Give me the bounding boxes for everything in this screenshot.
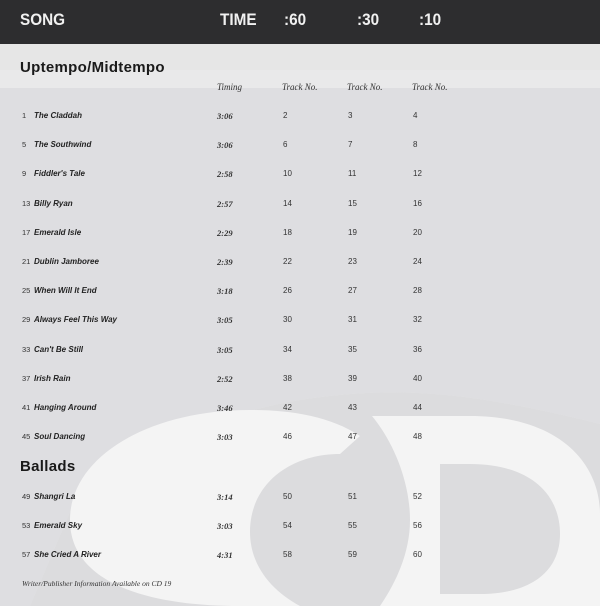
- song-title: Fiddler's Tale: [34, 169, 85, 179]
- song-title: Billy Ryan: [34, 198, 73, 208]
- song-timing: 2:29: [217, 227, 233, 238]
- ballads-section-title: Ballads: [20, 458, 76, 475]
- track-number: 1: [22, 111, 27, 120]
- track-number: 25: [22, 286, 31, 296]
- song-title: She Cried A River: [34, 550, 101, 559]
- track-row: [0, 403, 600, 415]
- track-row: [0, 257, 600, 269]
- track-row: [0, 199, 600, 211]
- song-timing: 3:03: [217, 521, 233, 531]
- ten-second-header: :10: [419, 10, 442, 29]
- track-no-10: 56: [413, 521, 422, 530]
- track-no-column-label-10: Track No.: [412, 82, 448, 92]
- song-timing: 3:06: [217, 111, 233, 121]
- song-title: Soul Dancing: [34, 432, 86, 442]
- song-title: The Claddah: [34, 111, 83, 120]
- song-timing: 3:05: [217, 315, 233, 326]
- song-title: Hanging Around: [34, 403, 97, 412]
- track-no-column-label-30: Track No.: [347, 82, 383, 92]
- track-no-10: 28: [413, 286, 422, 296]
- track-number: 57: [22, 550, 31, 559]
- track-no-10: 20: [413, 227, 422, 237]
- timing-column-label: Timing: [217, 82, 243, 92]
- track-no-column-label-60: Track No.: [282, 82, 318, 92]
- track-no-60: 6: [283, 140, 288, 150]
- song-timing: 3:06: [217, 140, 233, 151]
- track-row: [0, 432, 600, 444]
- track-no-10: 44: [413, 403, 422, 412]
- song-timing: 3:46: [217, 403, 233, 413]
- song-title: Irish Rain: [34, 373, 71, 383]
- song-timing: 3:05: [217, 344, 233, 355]
- song-title: When Will It End: [34, 286, 97, 296]
- song-timing: 2:57: [217, 198, 233, 209]
- track-no-30: 59: [348, 550, 357, 559]
- track-no-10: 24: [413, 257, 422, 266]
- track-row: [0, 169, 600, 181]
- track-row: [0, 492, 600, 504]
- song-title: Always Feel This Way: [34, 315, 117, 325]
- track-number: 21: [22, 257, 31, 266]
- track-no-60: 30: [283, 315, 292, 325]
- track-no-60: 14: [283, 198, 292, 208]
- song-title: Dublin Jamboree: [34, 257, 99, 266]
- track-row: [0, 345, 600, 357]
- track-no-30: 3: [348, 111, 353, 120]
- track-no-10: 36: [413, 344, 422, 354]
- track-row: [0, 521, 600, 533]
- track-number: 29: [22, 315, 31, 325]
- track-no-30: 23: [348, 257, 357, 266]
- track-no-10: 48: [413, 432, 422, 442]
- song-timing: 2:39: [217, 257, 233, 267]
- song-timing: 3:03: [217, 432, 233, 443]
- track-no-60: 18: [283, 227, 292, 237]
- track-number: 17: [22, 227, 31, 237]
- track-no-60: 26: [283, 286, 292, 296]
- track-row: [0, 550, 600, 562]
- track-no-60: 10: [283, 169, 292, 179]
- song-timing: 3:14: [217, 492, 233, 502]
- track-row: [0, 315, 600, 327]
- track-no-30: 19: [348, 227, 357, 237]
- song-timing: 3:18: [217, 286, 233, 297]
- track-number: 37: [22, 373, 31, 383]
- track-no-60: 54: [283, 521, 292, 530]
- song-timing: 2:52: [217, 373, 233, 384]
- column-header-bar: [0, 0, 600, 44]
- publisher-footnote: Writer/Publisher Information Available on CD 19: [22, 579, 172, 588]
- track-no-30: 47: [348, 432, 357, 442]
- song-title: Emerald Sky: [34, 521, 83, 530]
- track-no-60: 34: [283, 344, 292, 354]
- track-row: [0, 111, 600, 123]
- song-timing: 2:58: [217, 169, 233, 180]
- track-no-60: 58: [283, 550, 292, 559]
- track-no-30: 43: [348, 403, 357, 412]
- track-number: 53: [22, 521, 31, 530]
- track-no-10: 8: [413, 140, 418, 150]
- track-row: [0, 228, 600, 240]
- track-no-60: 2: [283, 111, 288, 120]
- track-number: 49: [22, 492, 31, 501]
- sixty-second-header: :60: [284, 10, 307, 29]
- time-header: TIME: [220, 10, 257, 29]
- track-no-30: 39: [348, 373, 357, 383]
- song-header: SONG: [20, 10, 66, 29]
- track-no-60: 46: [283, 432, 292, 442]
- track-no-10: 4: [413, 111, 418, 120]
- track-no-60: 42: [283, 403, 292, 412]
- track-no-30: 55: [348, 521, 357, 530]
- song-title: The Southwind: [34, 140, 92, 150]
- track-row: [0, 140, 600, 152]
- track-no-60: 22: [283, 257, 292, 266]
- track-no-60: 38: [283, 373, 292, 383]
- track-number: 5: [22, 140, 27, 150]
- track-no-10: 12: [413, 169, 422, 179]
- track-number: 41: [22, 403, 31, 412]
- track-no-30: 7: [348, 140, 353, 150]
- track-number: 33: [22, 344, 31, 354]
- track-row: [0, 374, 600, 386]
- track-no-30: 35: [348, 344, 357, 354]
- track-no-10: 32: [413, 315, 422, 325]
- track-no-60: 50: [283, 492, 292, 501]
- song-title: Shangri La: [34, 492, 76, 501]
- song-title: Emerald Isle: [34, 227, 82, 237]
- song-title: Can't Be Still: [34, 344, 84, 354]
- track-number: 45: [22, 432, 31, 442]
- track-no-10: 60: [413, 550, 422, 559]
- track-no-30: 11: [348, 169, 357, 179]
- track-number: 13: [22, 198, 31, 208]
- track-number: 9: [22, 169, 27, 179]
- track-no-10: 16: [413, 198, 422, 208]
- track-no-10: 52: [413, 492, 422, 501]
- song-timing: 4:31: [217, 550, 233, 560]
- track-no-10: 40: [413, 373, 422, 383]
- track-no-30: 27: [348, 286, 357, 296]
- thirty-second-header: :30: [357, 10, 380, 29]
- track-no-30: 51: [348, 492, 357, 501]
- track-no-30: 15: [348, 198, 357, 208]
- track-no-30: 31: [348, 315, 357, 325]
- uptempo-section-title: Uptempo/Midtempo: [20, 59, 165, 76]
- track-row: [0, 286, 600, 298]
